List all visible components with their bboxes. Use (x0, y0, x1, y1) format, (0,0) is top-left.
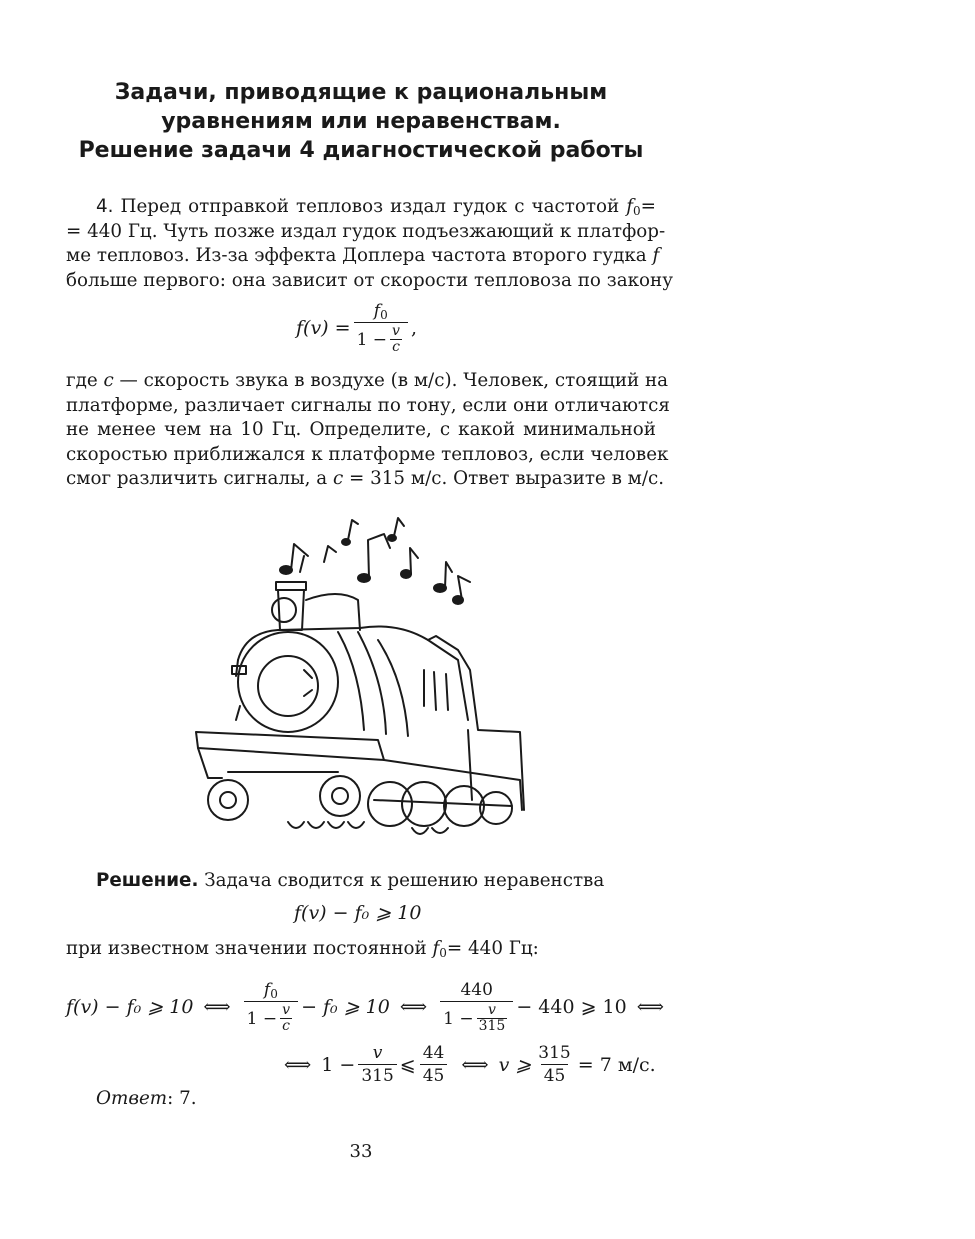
chain-fraction-3: $\frac{v}{315}$ (358, 1043, 396, 1086)
problem-line-2: = 440 Гц. Чуть позже издал гудок подъезжающий к платфор- (66, 220, 666, 242)
solution-label: Решение. (96, 870, 199, 891)
chain-fraction-5: $\frac{315}{45}$ (538, 1043, 571, 1086)
locomotive-illustration (128, 510, 528, 840)
title-line-3: Решение задачи 4 диагностической работы (78, 138, 644, 163)
problem-text-2 (66, 369, 670, 492)
title-line-1: Задачи, приводящие к рациональным (114, 80, 608, 105)
problem-line-7: не менее чем на 10 Гц. Определите, с какой минимальной (66, 419, 656, 441)
section-title (66, 78, 656, 165)
problem-number: 4. (96, 196, 114, 217)
answer-label: Ответ (96, 1088, 168, 1109)
solution-chain-1: f(v) − f₀ ⩾ 10 ⟺ $f_0$ 1 − $\frac{v}{c}$ − f₀ ⩾ 10 ⟺ 440 1 − $\frac{v}{315}$ − 440 ⩾ 10 ⟺ (66, 980, 664, 1034)
problem-line-8: скоростью приближался к платформе тепловоз, если человек (66, 443, 669, 465)
problem-line-3: ме тепловоз. Из-за эффекта Доплера частота второго гудка f (66, 245, 660, 267)
answer-value: : 7. (167, 1088, 197, 1109)
doppler-formula: f(v) = $f_0$ 1 − $\frac{v}{c}$ , (296, 301, 417, 355)
chain-fraction-2: 440 1 − $\frac{v}{315}$ (440, 980, 513, 1034)
chain-fraction-1: $f_0$ 1 − $\frac{v}{c}$ (244, 980, 298, 1034)
problem-line-5: где c — скорость звука в воздухе (в м/с). Человек, стоящий на (66, 370, 669, 391)
page-number: 33 (349, 1141, 373, 1162)
title-line-2: уравнениям или неравенствам. (161, 109, 561, 134)
doppler-fraction: $f_0$ 1 − $\frac{v}{c}$ (354, 301, 408, 355)
problem-line-1: 4. Перед отправкой тепловоз издал гудок с частотой $f_0=$ (96, 196, 656, 218)
known-value-line: при известном значении постоянной $f_0= 440$ Гц: (66, 938, 539, 960)
problem-text (66, 195, 673, 293)
solution-chain-2: ⟺ 1 − $\frac{v}{315}$ ⩽ $\frac{44}{45}$ ⟺ v ⩾ $\frac{315}{45}$ = 7 м/с. (284, 1043, 656, 1086)
main-inequality: f(v) − f₀ ⩾ 10 (294, 902, 422, 924)
chain-fraction-4: $\frac{44}{45}$ (419, 1043, 449, 1086)
solution-intro: Решение. Задача сводится к решению неравенства (96, 870, 605, 891)
problem-line-9: смог различить сигналы, а c = 315 м/с. Ответ выразите в м/с. (66, 468, 665, 490)
answer-line (96, 1088, 197, 1109)
problem-line-6: платформе, различает сигналы по тону, если они отличаются (66, 394, 670, 416)
problem-line-4: больше первого: она зависит от скорости тепловоза по закону (66, 269, 673, 291)
music-notes-icon (280, 518, 470, 604)
